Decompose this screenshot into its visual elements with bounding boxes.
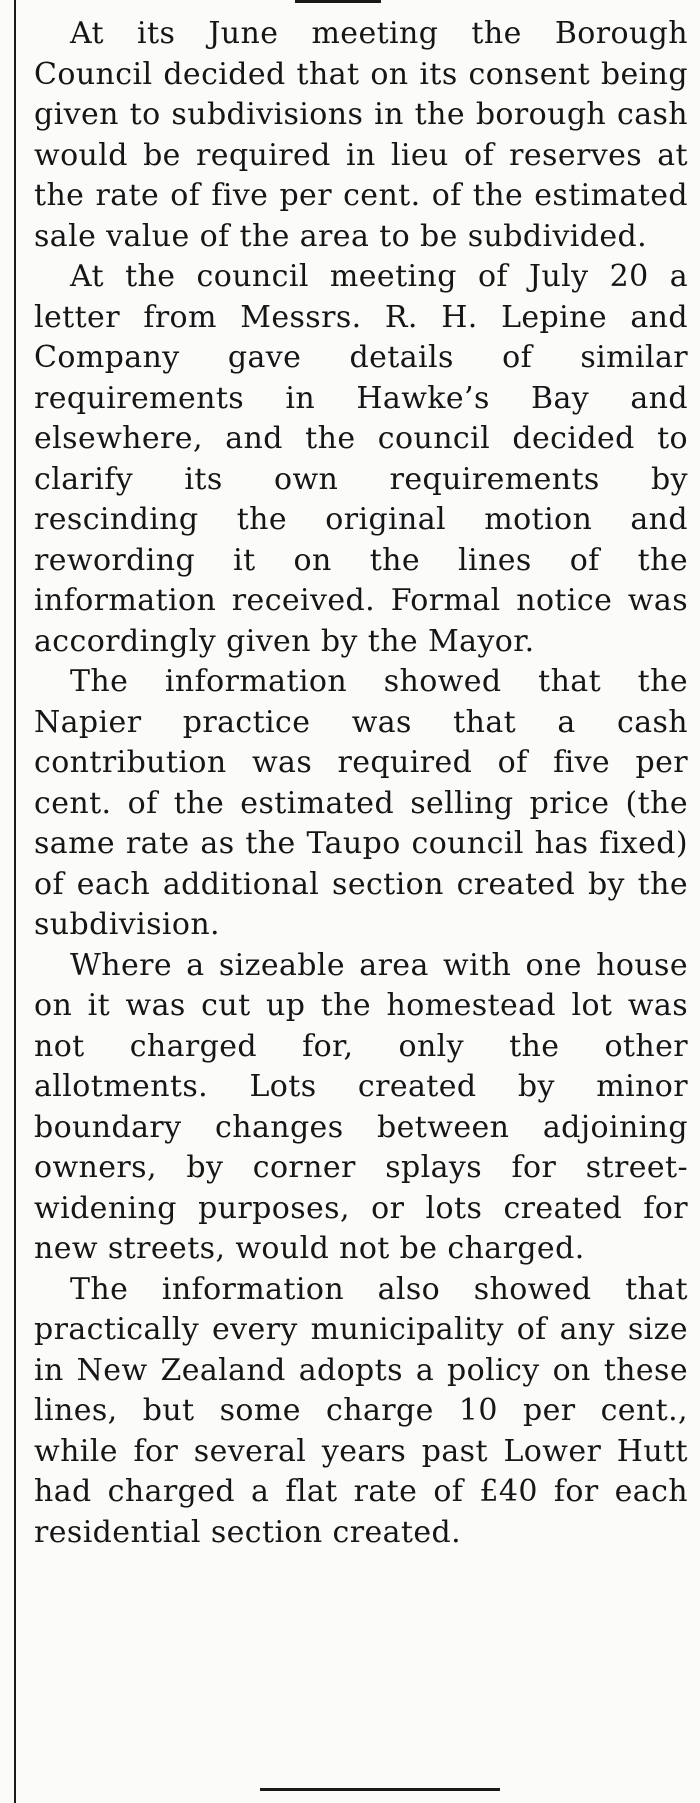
column-rule-top [295,0,381,3]
column-rule-left [14,0,16,1803]
paragraph-other-municipalities: The information also showed that practically every municipality of any size in New Zealand adopts a policy on these lines, but some charge 10 per cent., while for several years past Lower Hutt had charged a flat rate of £40 for each residential section created. [34,1271,688,1550]
paragraph-homestead-lot: Where a sizeable area with one house on it was cut up the homestead lot was not charged for, only the other allotments. Lots created by minor boundary changes between adjoining owners, by corner splays for street-widening purposes, or lots created for new streets, would not be charged. [34,947,688,1266]
column-rule-bottom [260,1788,500,1791]
paragraph-napier-practice: The information showed that the Napier practice was that a cash contribution was required of five per cent. of the estimated selling price (the same rate as the Taupo council has fixed) of each additional section created by the subdivision. [34,664,688,942]
paragraph-june-meeting: At its June meeting the Borough Council decided that on its consent being given to subdivisions in the borough cash would be required in lieu of reserves at the rate of five per cent. of the estimated sale value of the area to be subdivided. [34,16,688,254]
paragraph-july-meeting: At the council meeting of July 20 a letter from Messrs. R. H. Lepine and Company gave details of similar requirements in Hawke’s Bay and elsewhere, and the council decided to clarify its own requirements by rescinding the original motion and rewording it on the lines of the information received. Formal notice was accordingly given by the Mayor. [34,259,688,659]
article-column [34,14,688,1553]
